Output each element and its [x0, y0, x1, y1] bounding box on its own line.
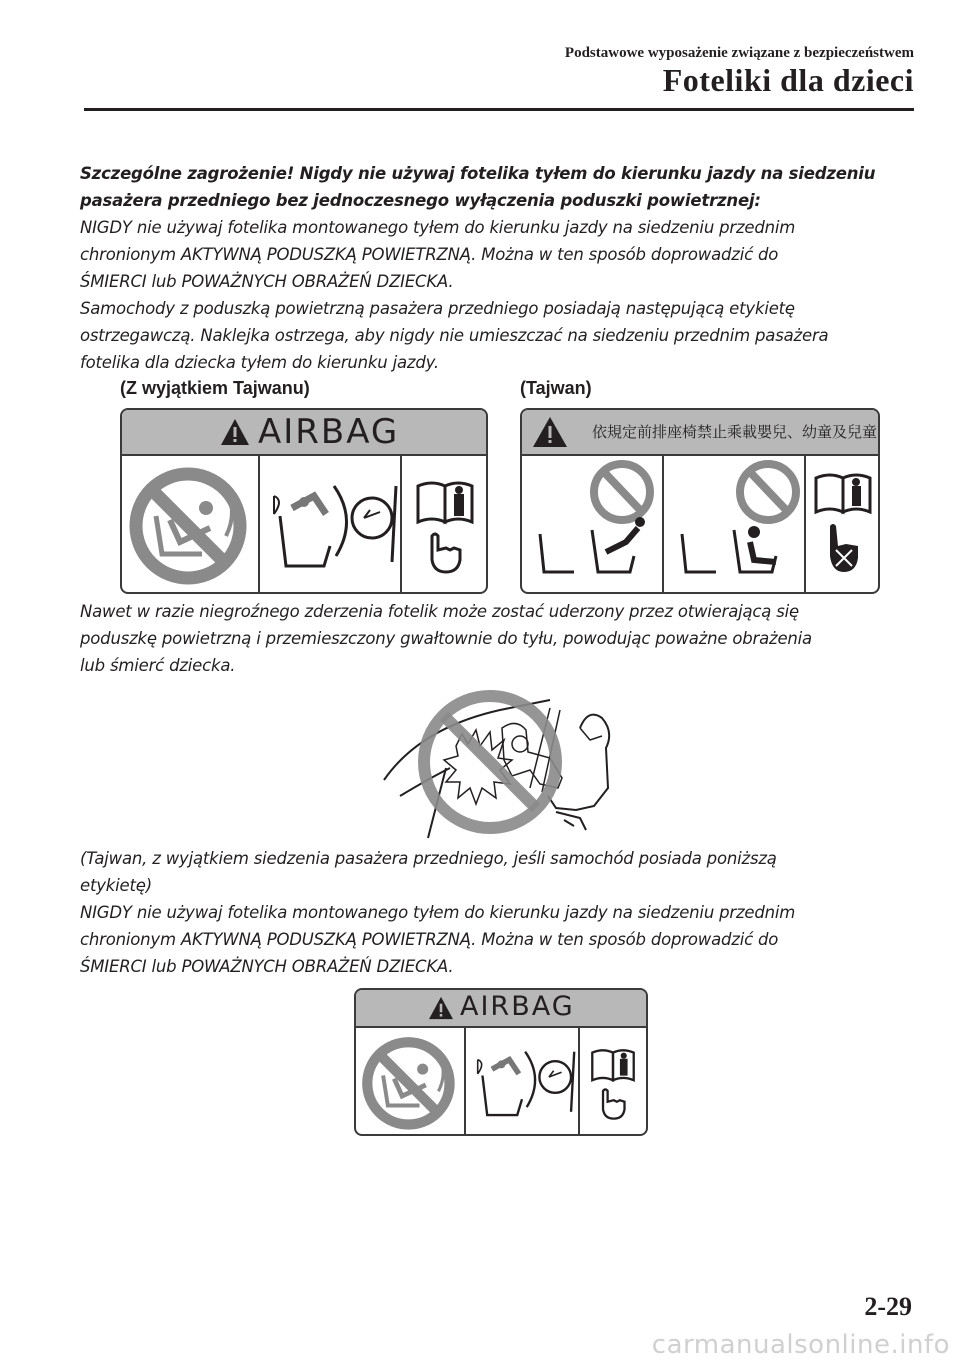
watermark: carmanualsonline.info — [651, 1330, 950, 1360]
warning-triangle-icon — [220, 418, 250, 446]
read-manual-icon — [806, 456, 880, 590]
warning-body-line: chronionym AKTYWNĄ PODUSZKĄ POWIETRZNĄ. Można w ten sposób doprowadzić do — [80, 245, 779, 264]
figure-label-taiwan: (Tajwan) — [520, 378, 592, 398]
paragraph-line: NIGDY nie używaj fotelika montowanego tyłem do kierunku jazdy na siedzeniu przednim — [80, 903, 796, 922]
warning-triangle-icon — [532, 416, 568, 448]
taiwan-warning-text: 依規定前排座椅禁止乘載嬰兒、幼童及兒童 — [592, 423, 878, 441]
warning-body-line: NIGDY nie używaj fotelika montowanego tyłem do kierunku jazdy na siedzeniu przednim — [80, 218, 796, 237]
warning-body-line: ŚMIERCI lub POWAŻNYCH OBRAŻEŃ DZIECKA. — [80, 272, 454, 291]
read-manual-icon — [580, 1028, 646, 1134]
warning-title-line: pasażera przedniego bez jednoczesnego wyłączenia poduszki powietrznej: — [80, 191, 761, 210]
airbag-warning-label-bottom — [354, 988, 648, 1136]
taiwan-label-header — [522, 410, 878, 456]
warning-block — [80, 160, 920, 376]
prohibited-infant-seat-cell — [522, 456, 662, 592]
warning-body-line: Samochody z poduszką powietrzną pasażera przedniego posiadają następującą etykietę — [80, 299, 795, 318]
warning-triangle-icon — [428, 996, 454, 1020]
page-title: Foteliki dla dzieci — [662, 62, 914, 98]
warning-title-line: Szczególne zagrożenie! Nigdy nie używaj fotelika tyłem do kierunku jazdy na siedzeniu — [80, 164, 876, 183]
airbag-impact-cell — [464, 1028, 578, 1134]
airbag-warning-label — [120, 408, 488, 594]
manual-reference-cell — [578, 1028, 646, 1134]
paragraph-line: lub śmierć dziecka. — [80, 656, 236, 675]
warning-body-line: fotelika dla dziecka tyłem do kierunku jazdy. — [80, 353, 439, 372]
no-child-seat-icon — [664, 456, 804, 590]
figure-label-non-taiwan: (Z wyjątkiem Tajwanu) — [120, 378, 310, 398]
paragraph-line: chronionym AKTYWNĄ PODUSZKĄ POWIETRZNĄ. Można w ten sposób doprowadzić do — [80, 930, 779, 949]
prohibited-child-seat-cell — [662, 456, 804, 592]
paragraph-line: etykietę) — [80, 876, 152, 895]
paragraph-line: poduszkę powietrzną i przemieszczony gwałtownie do tyłu, powodując poważne obrażenia — [80, 629, 812, 648]
airbag-label-header — [356, 990, 646, 1028]
header-divider — [84, 108, 914, 111]
no-rear-facing-seat-icon — [356, 1028, 464, 1134]
paragraph-line: Nawet w razie niegroźnego zderzenia fotelik może zostać uderzony przez otwierającą się — [80, 602, 799, 621]
read-manual-icon — [402, 456, 488, 590]
prohibited-rear-seat-cell — [122, 456, 258, 592]
airbag-deployment-illustration — [380, 688, 620, 840]
paragraph-line: ŚMIERCI lub POWAŻNYCH OBRAŻEŃ DZIECKA. — [80, 957, 454, 976]
impact-warning-paragraph — [80, 598, 920, 679]
manual-reference-cell — [804, 456, 880, 592]
page-number: 2-29 — [864, 1292, 912, 1321]
manual-reference-cell — [400, 456, 488, 592]
no-infant-seat-icon — [522, 456, 662, 590]
no-rear-facing-seat-icon — [122, 456, 258, 590]
airbag-impact-cell — [258, 456, 400, 592]
section-subtitle: Podstawowe wyposażenie związane z bezpieczeństwem — [564, 45, 914, 61]
airbag-label-text: AIRBAG — [258, 412, 400, 452]
airbag-label-header — [122, 410, 486, 456]
airbag-label-text: AIRBAG — [460, 991, 575, 1022]
airbag-impact-icon — [260, 456, 400, 590]
taiwan-exception-paragraph — [80, 845, 920, 980]
warning-body-line: ostrzegawczą. Naklejka ostrzega, aby nigdy nie umieszczać na siedzeniu przednim pasażera — [80, 326, 829, 345]
prohibited-rear-seat-cell — [356, 1028, 464, 1134]
paragraph-line: (Tajwan, z wyjątkiem siedzenia pasażera przedniego, jeśli samochód posiada poniższą — [80, 849, 777, 868]
taiwan-warning-label — [520, 408, 880, 594]
airbag-impact-icon — [466, 1028, 578, 1134]
